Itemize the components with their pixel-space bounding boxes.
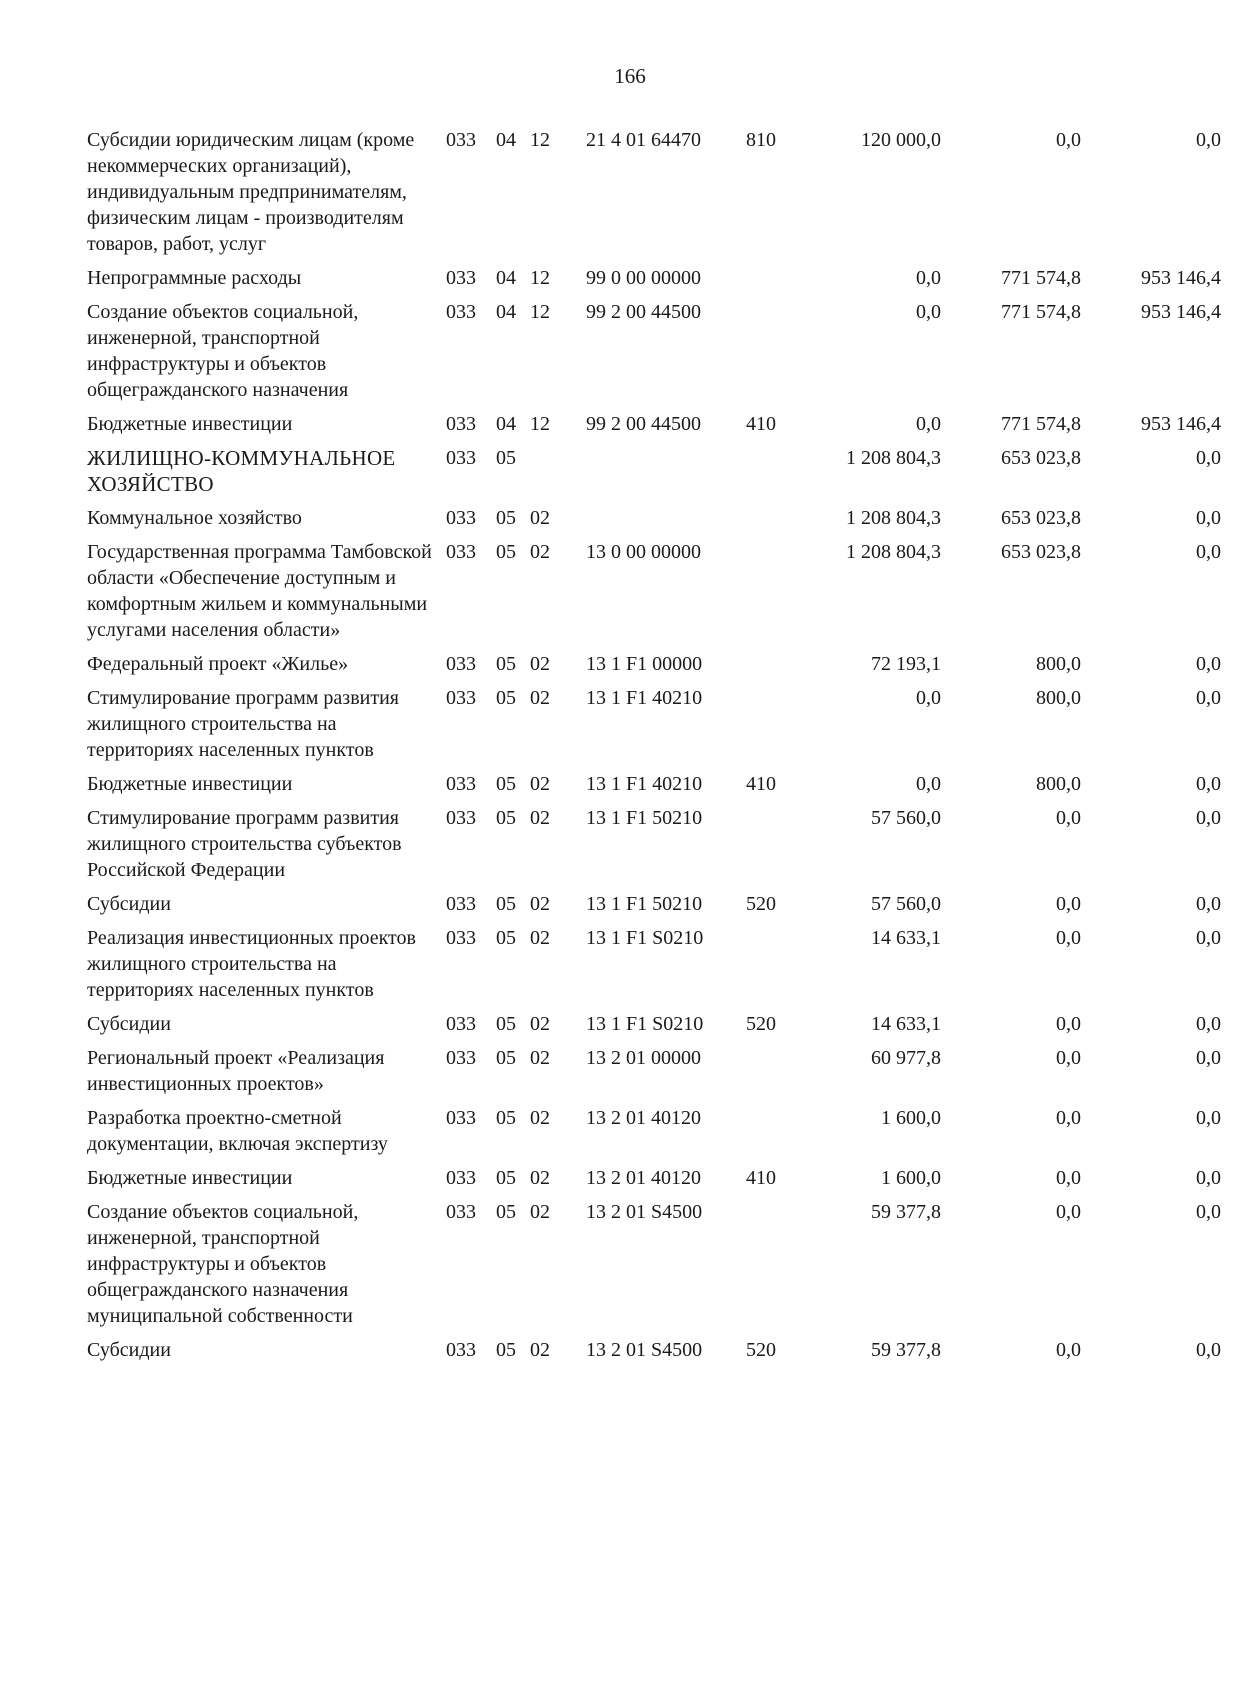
- table-row: [0, 411, 1221, 437]
- row-sum-1: 0,0: [916, 413, 941, 435]
- row-subsection-code: 12: [530, 413, 550, 435]
- row-name: Создание объектов социальной, инженерной, транспортной инфраструктуры и объектов общегражданского назначения: [87, 301, 359, 401]
- row-sum-2: 0,0: [1056, 1201, 1081, 1223]
- row-sum-1: 14 633,1: [871, 927, 941, 949]
- row-sum-2: 653 023,8: [1001, 447, 1081, 469]
- row-ved-code: 033: [446, 687, 476, 709]
- table-row: [0, 1045, 1221, 1097]
- row-target-article: 13 2 01 S4500: [586, 1339, 703, 1361]
- table-row: [0, 1199, 1221, 1329]
- row-section-code: 05: [496, 1339, 516, 1361]
- table-row: [0, 891, 1221, 917]
- row-section-code: 05: [496, 1107, 516, 1129]
- table-row: [0, 651, 1221, 677]
- row-subsection-code: 02: [530, 927, 550, 949]
- row-subsection-code: 02: [530, 1013, 550, 1035]
- row-name: Создание объектов социальной, инженерной, транспортной инфраструктуры и объектов общегражданского назначения муниципальной собственности: [87, 1201, 359, 1327]
- row-subsection-code: 02: [530, 1201, 550, 1223]
- row-expense-type: 520: [746, 893, 776, 915]
- row-section-code: 05: [496, 773, 516, 795]
- row-sum-2: 800,0: [1036, 653, 1081, 675]
- row-ved-code: 033: [446, 301, 476, 323]
- row-sum-2: 653 023,8: [1001, 507, 1081, 529]
- row-sum-1: 0,0: [916, 301, 941, 323]
- row-section-code: 05: [496, 687, 516, 709]
- row-sum-3: 0,0: [1196, 893, 1221, 915]
- row-section-code: 05: [496, 1167, 516, 1189]
- row-sum-1: 1 600,0: [881, 1167, 941, 1189]
- row-subsection-code: 02: [530, 1047, 550, 1069]
- row-sum-1: 57 560,0: [871, 893, 941, 915]
- row-target-article: 99 2 00 44500: [586, 413, 701, 435]
- row-ved-code: 033: [446, 893, 476, 915]
- row-expense-type: 410: [746, 413, 776, 435]
- row-sum-3: 0,0: [1196, 1201, 1221, 1223]
- row-sum-2: 800,0: [1036, 687, 1081, 709]
- row-ved-code: 033: [446, 267, 476, 289]
- row-ved-code: 033: [446, 507, 476, 529]
- row-name: Бюджетные инвестиции: [87, 413, 293, 435]
- row-subsection-code: 02: [530, 807, 550, 829]
- row-ved-code: 033: [446, 541, 476, 563]
- row-sum-1: 14 633,1: [871, 1013, 941, 1035]
- row-name: ЖИЛИЩНО-КОММУНАЛЬНОЕ ХОЗЯЙСТВО: [87, 446, 396, 496]
- table-row: [0, 925, 1221, 1003]
- row-section-code: 05: [496, 1201, 516, 1223]
- row-sum-1: 59 377,8: [871, 1201, 941, 1223]
- row-sum-3: 0,0: [1196, 653, 1221, 675]
- row-subsection-code: 12: [530, 267, 550, 289]
- row-target-article: 13 2 01 00000: [586, 1047, 701, 1069]
- row-ved-code: 033: [446, 1167, 476, 1189]
- row-name: Субсидии: [87, 1013, 171, 1035]
- table-row: [0, 1011, 1221, 1037]
- row-name: Разработка проектно-сметной документации, включая экспертизу: [87, 1107, 388, 1155]
- row-sum-3: 0,0: [1196, 129, 1221, 151]
- row-subsection-code: 02: [530, 1339, 550, 1361]
- row-name: Стимулирование программ развития жилищного строительства субъектов Российской Федерации: [87, 807, 402, 881]
- row-section-code: 04: [496, 413, 516, 435]
- row-subsection-code: 02: [530, 773, 550, 795]
- table-row: [0, 1337, 1221, 1363]
- row-sum-3: 953 146,4: [1141, 301, 1221, 323]
- row-sum-3: 0,0: [1196, 447, 1221, 469]
- row-name: Бюджетные инвестиции: [87, 1167, 293, 1189]
- row-ved-code: 033: [446, 1201, 476, 1223]
- row-sum-3: 0,0: [1196, 687, 1221, 709]
- row-section-code: 05: [496, 541, 516, 563]
- row-name: Государственная программа Тамбовской области «Обеспечение доступным и комфортным жильем и коммунальными услугами населения области»: [87, 541, 432, 641]
- budget-table: [0, 127, 1221, 1371]
- row-section-code: 05: [496, 447, 516, 469]
- row-section-code: 04: [496, 129, 516, 151]
- row-ved-code: 033: [446, 773, 476, 795]
- row-name: Коммунальное хозяйство: [87, 507, 302, 529]
- row-sum-1: 1 208 804,3: [846, 447, 941, 469]
- row-sum-1: 1 208 804,3: [846, 541, 941, 563]
- row-section-code: 04: [496, 267, 516, 289]
- row-section-code: 05: [496, 927, 516, 949]
- table-row: [0, 1165, 1221, 1191]
- row-sum-1: 120 000,0: [861, 129, 941, 151]
- row-sum-3: 0,0: [1196, 927, 1221, 949]
- row-target-article: 21 4 01 64470: [586, 129, 701, 151]
- row-ved-code: 033: [446, 1047, 476, 1069]
- row-sum-1: 1 208 804,3: [846, 507, 941, 529]
- row-subsection-code: 12: [530, 301, 550, 323]
- row-target-article: 13 1 F1 00000: [586, 653, 703, 675]
- row-sum-1: 0,0: [916, 687, 941, 709]
- row-sum-2: 0,0: [1056, 1107, 1081, 1129]
- row-target-article: 13 1 F1 50210: [586, 893, 703, 915]
- row-target-article: 13 1 F1 50210: [586, 807, 703, 829]
- row-ved-code: 033: [446, 807, 476, 829]
- table-row: [0, 805, 1221, 883]
- row-ved-code: 033: [446, 447, 476, 469]
- row-expense-type: 520: [746, 1013, 776, 1035]
- row-target-article: 99 2 00 44500: [586, 301, 701, 323]
- table-row: [0, 685, 1221, 763]
- row-sum-3: 0,0: [1196, 1107, 1221, 1129]
- row-sum-2: 0,0: [1056, 893, 1081, 915]
- row-expense-type: 810: [746, 129, 776, 151]
- row-ved-code: 033: [446, 927, 476, 949]
- row-target-article: 13 1 F1 S0210: [586, 1013, 704, 1035]
- row-ved-code: 033: [446, 1013, 476, 1035]
- row-ved-code: 033: [446, 129, 476, 151]
- row-target-article: 13 2 01 40120: [586, 1167, 701, 1189]
- row-section-code: 05: [496, 807, 516, 829]
- row-sum-3: 0,0: [1196, 1047, 1221, 1069]
- row-sum-1: 0,0: [916, 773, 941, 795]
- row-sum-2: 653 023,8: [1001, 541, 1081, 563]
- row-sum-2: 800,0: [1036, 773, 1081, 795]
- row-sum-3: 953 146,4: [1141, 267, 1221, 289]
- row-section-code: 05: [496, 893, 516, 915]
- row-name: Реализация инвестиционных проектов жилищного строительства на территориях населенных пунктов: [87, 927, 416, 1001]
- row-expense-type: 520: [746, 1339, 776, 1361]
- row-subsection-code: 02: [530, 507, 550, 529]
- row-ved-code: 033: [446, 413, 476, 435]
- table-row: [0, 265, 1221, 291]
- row-sum-3: 0,0: [1196, 1339, 1221, 1361]
- row-sum-3: 0,0: [1196, 1013, 1221, 1035]
- row-name: Стимулирование программ развития жилищного строительства на территориях населенных пунктов: [87, 687, 399, 761]
- row-sum-3: 0,0: [1196, 807, 1221, 829]
- table-row: [0, 539, 1221, 643]
- row-sum-1: 59 377,8: [871, 1339, 941, 1361]
- row-name: Региональный проект «Реализация инвестиционных проектов»: [87, 1047, 385, 1095]
- table-row: [0, 505, 1221, 531]
- row-subsection-code: 02: [530, 893, 550, 915]
- row-sum-3: 0,0: [1196, 541, 1221, 563]
- row-sum-2: 771 574,8: [1001, 267, 1081, 289]
- row-sum-2: 0,0: [1056, 807, 1081, 829]
- page-number: 166: [614, 64, 646, 88]
- row-target-article: 13 1 F1 S0210: [586, 927, 704, 949]
- row-sum-3: 953 146,4: [1141, 413, 1221, 435]
- row-sum-2: 0,0: [1056, 1013, 1081, 1035]
- row-sum-3: 0,0: [1196, 1167, 1221, 1189]
- row-sum-2: 0,0: [1056, 927, 1081, 949]
- row-sum-1: 0,0: [916, 267, 941, 289]
- row-target-article: 13 1 F1 40210: [586, 773, 703, 795]
- table-row: [0, 127, 1221, 257]
- row-sum-3: 0,0: [1196, 773, 1221, 795]
- row-sum-1: 1 600,0: [881, 1107, 941, 1129]
- row-sum-1: 60 977,8: [871, 1047, 941, 1069]
- row-target-article: 13 2 01 40120: [586, 1107, 701, 1129]
- row-sum-1: 57 560,0: [871, 807, 941, 829]
- row-sum-2: 0,0: [1056, 1167, 1081, 1189]
- row-section-code: 05: [496, 1013, 516, 1035]
- row-section-code: 05: [496, 653, 516, 675]
- row-target-article: 13 1 F1 40210: [586, 687, 703, 709]
- table-row: [0, 445, 1221, 497]
- row-sum-2: 771 574,8: [1001, 301, 1081, 323]
- row-subsection-code: 12: [530, 129, 550, 151]
- row-sum-2: 771 574,8: [1001, 413, 1081, 435]
- row-target-article: 99 0 00 00000: [586, 267, 701, 289]
- table-row: [0, 299, 1221, 403]
- row-section-code: 04: [496, 301, 516, 323]
- row-ved-code: 033: [446, 1339, 476, 1361]
- row-name: Субсидии: [87, 893, 171, 915]
- table-row: [0, 771, 1221, 797]
- row-name: Бюджетные инвестиции: [87, 773, 293, 795]
- row-target-article: 13 2 01 S4500: [586, 1201, 703, 1223]
- row-sum-2: 0,0: [1056, 1339, 1081, 1361]
- row-subsection-code: 02: [530, 1167, 550, 1189]
- row-subsection-code: 02: [530, 541, 550, 563]
- row-subsection-code: 02: [530, 1107, 550, 1129]
- row-section-code: 05: [496, 1047, 516, 1069]
- row-subsection-code: 02: [530, 653, 550, 675]
- row-section-code: 05: [496, 507, 516, 529]
- row-name: Субсидии: [87, 1339, 171, 1361]
- row-name: Непрограммные расходы: [87, 267, 302, 289]
- row-ved-code: 033: [446, 1107, 476, 1129]
- table-row: [0, 1105, 1221, 1157]
- row-subsection-code: 02: [530, 687, 550, 709]
- row-name: Федеральный проект «Жилье»: [87, 653, 349, 675]
- row-sum-3: 0,0: [1196, 507, 1221, 529]
- row-expense-type: 410: [746, 773, 776, 795]
- row-sum-2: 0,0: [1056, 1047, 1081, 1069]
- row-target-article: 13 0 00 00000: [586, 541, 701, 563]
- row-expense-type: 410: [746, 1167, 776, 1189]
- row-sum-2: 0,0: [1056, 129, 1081, 151]
- row-sum-1: 72 193,1: [871, 653, 941, 675]
- row-ved-code: 033: [446, 653, 476, 675]
- row-name: Субсидии юридическим лицам (кроме некоммерческих организаций), индивидуальным предпринимателям, физическим лицам - производителям товаров, работ, услуг: [87, 129, 415, 255]
